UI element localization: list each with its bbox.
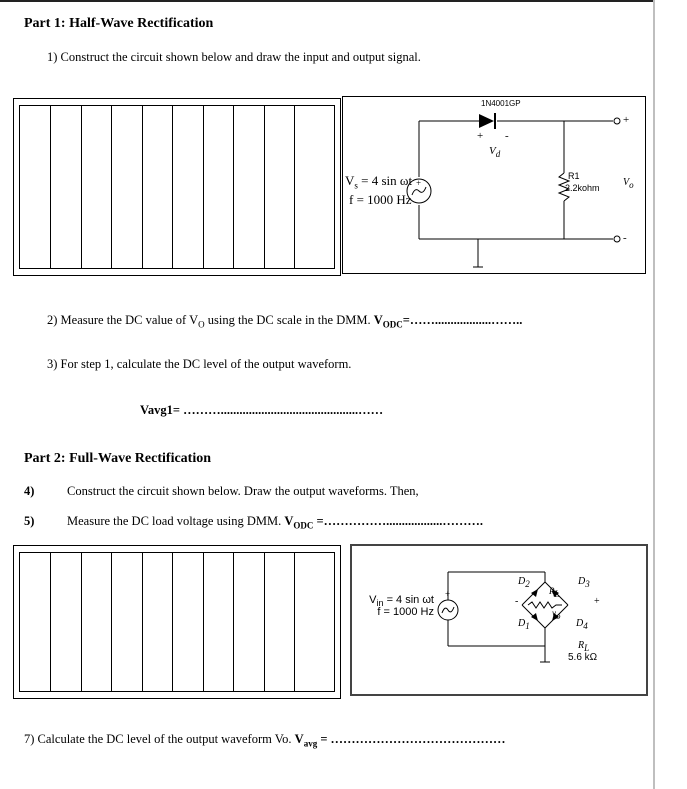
page-top-rule xyxy=(0,0,653,2)
question-4: Construct the circuit shown below. Draw the output waveforms. Then, xyxy=(67,484,419,498)
part1-title: Part 1: Half-Wave Rectification xyxy=(24,16,214,31)
waveform-grid-2-area xyxy=(19,552,335,692)
label-d4: $D_4$ xyxy=(576,618,588,631)
source2-equation-1: $V_{in} = 4$ sin ωt xyxy=(369,594,434,609)
label-d1: $D_1$ xyxy=(518,618,530,631)
waveform-grid-1-area xyxy=(19,105,335,269)
resistor-name: R1 xyxy=(568,171,580,181)
bridge-minus: - xyxy=(515,596,519,607)
label-rl-bottom: $R_L$ xyxy=(578,640,590,653)
output-minus: - xyxy=(623,232,627,244)
label-d3: $D_3$ xyxy=(578,576,590,589)
label-d2: $D_2$ xyxy=(518,576,530,589)
label-vo: $v_o$ xyxy=(552,608,561,621)
output-voltage: $V_o$ xyxy=(623,177,634,190)
diode-d2-icon xyxy=(531,589,538,597)
waveform-grid-1[interactable] xyxy=(13,98,341,276)
source2-equation-2: f = 1000 Hz xyxy=(377,606,434,618)
question-4-number: 4) xyxy=(24,484,35,498)
source-plus: + xyxy=(416,178,422,188)
bridge-circuit-diagram xyxy=(352,546,646,694)
label-rl-value: 5.6 kΩ xyxy=(568,652,598,663)
question-7[interactable]: 7) Calculate the DC level of the output waveform Vo. $V_{avg}$ = …………………………………… xyxy=(24,732,506,749)
full-wave-bridge-circuit xyxy=(350,544,648,696)
page-right-border xyxy=(653,0,655,789)
diode-plus: + xyxy=(477,130,484,142)
question-2: 2) Measure the DC value of $V_O$ using the DC scale in the DMM. $V_{ODC}=\dots\dots..................\dots\dots$.. xyxy=(47,313,523,330)
diode-voltage: $V_d$ xyxy=(489,145,501,160)
question-5-number: 5) xyxy=(24,514,35,528)
question-3: 3) For step 1, calculate the DC level of the output waveform. xyxy=(47,357,352,371)
label-rl-top: $R_L$ xyxy=(549,586,560,599)
bridge-plus: + xyxy=(594,596,600,607)
diode-name: 1N4001GP xyxy=(481,99,521,108)
source-equation-2: f = 1000 Hz xyxy=(349,192,412,207)
vavg1-answer-line[interactable]: Vavg1= ………............................................…… xyxy=(140,403,384,417)
diode-icon xyxy=(479,114,494,128)
diode-minus: - xyxy=(505,130,509,142)
half-wave-circuit xyxy=(342,96,646,274)
part2-title: Part 2: Full-Wave Rectification xyxy=(24,451,212,466)
source2-plus: + xyxy=(445,589,451,599)
question-1: 1) Construct the circuit shown below and draw the input and output signal. xyxy=(47,50,421,64)
output-plus: + xyxy=(623,114,630,126)
resistor-value: 2.2kohm xyxy=(565,183,600,193)
diode-d1-icon xyxy=(531,613,538,621)
question-5: Measure the DC load voltage using DMM. $V_{ODC}$ =……………..................………. xyxy=(67,514,483,531)
waveform-grid-2[interactable] xyxy=(13,545,341,699)
source-equation-1: $V_s = 4$ sin ωt xyxy=(345,173,413,191)
